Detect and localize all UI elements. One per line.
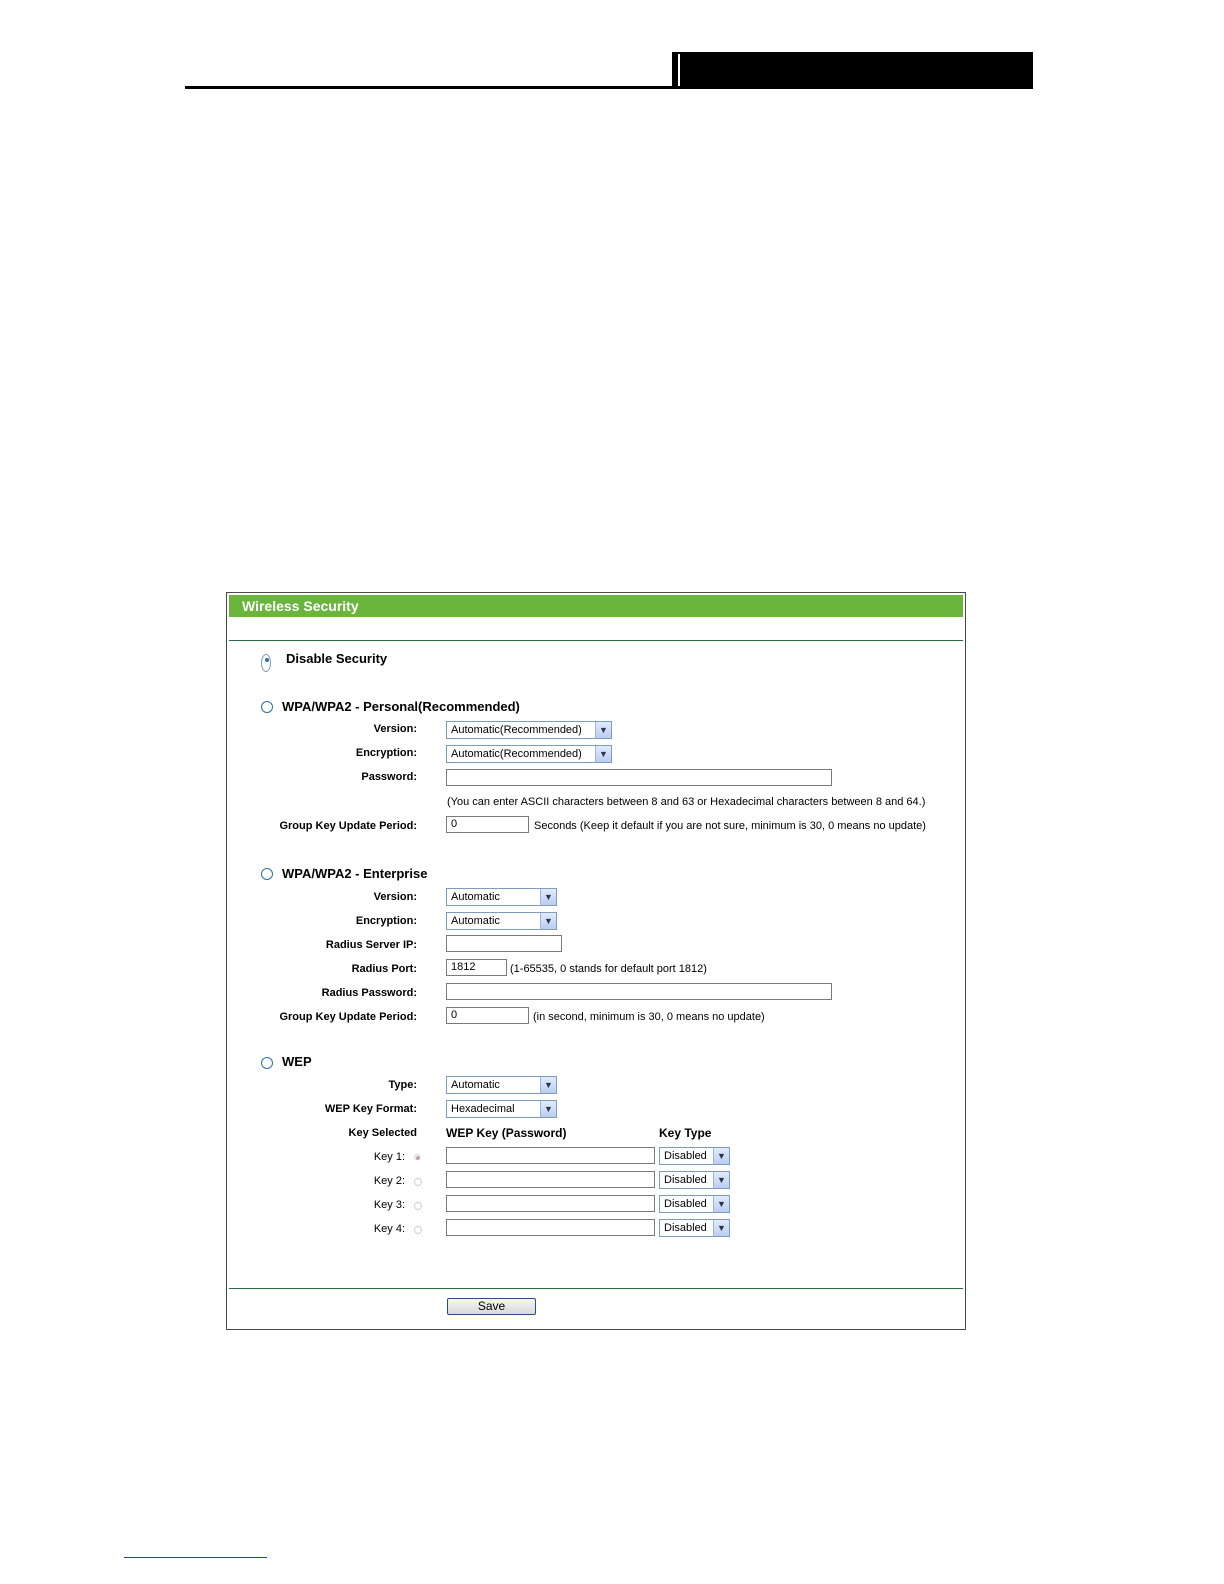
chevron-down-icon: ▼ <box>540 913 556 929</box>
header-rule <box>185 86 1033 89</box>
key3-type-select[interactable] <box>659 1195 730 1213</box>
wpa-personal-title: WPA/WPA2 - Personal(Recommended) <box>282 699 520 714</box>
wireless-security-panel <box>226 592 966 1330</box>
key2-label: Key 2: <box>373 1175 405 1187</box>
personal-encryption-label: Encryption: <box>355 747 417 759</box>
chevron-down-icon: ▼ <box>540 1077 556 1093</box>
radius-ip-input[interactable] <box>446 935 562 952</box>
enterprise-encryption-value: Automatic <box>451 915 500 927</box>
enterprise-gkup-note: (in second, minimum is 30, 0 means no update) <box>533 1011 765 1023</box>
wep-format-label: WEP Key Format: <box>324 1103 417 1115</box>
personal-password-label: Password: <box>361 771 417 783</box>
chevron-down-icon: ▼ <box>540 1101 556 1117</box>
key1-radio[interactable] <box>414 1154 420 1160</box>
enterprise-version-select[interactable] <box>446 888 557 906</box>
key2-type-select[interactable] <box>659 1171 730 1189</box>
key3-type-value: Disabled <box>664 1198 707 1210</box>
personal-password-note: (You can enter ASCII characters between 8 and 63 or Hexadecimal characters between 8 and 64.) <box>447 796 926 808</box>
personal-version-value: Automatic(Recommended) <box>451 724 582 736</box>
chevron-down-icon: ▼ <box>713 1196 729 1212</box>
key1-label: Key 1: <box>373 1151 405 1163</box>
wep-type-select[interactable] <box>446 1076 557 1094</box>
enterprise-version-label: Version: <box>373 891 417 903</box>
wpa-enterprise-title: WPA/WPA2 - Enterprise <box>282 866 428 881</box>
personal-version-select[interactable] <box>446 721 612 739</box>
enterprise-gkup-input[interactable]: 0 <box>446 1007 529 1024</box>
top-divider <box>229 640 963 641</box>
enterprise-version-value: Automatic <box>451 891 500 903</box>
wep-radio[interactable] <box>261 1057 273 1069</box>
key1-input[interactable] <box>446 1147 655 1164</box>
radius-ip-label: Radius Server IP: <box>325 939 417 951</box>
chevron-down-icon: ▼ <box>540 889 556 905</box>
personal-gkup-input[interactable]: 0 <box>446 816 529 833</box>
disable-security-label: Disable Security <box>286 651 388 666</box>
wep-format-select[interactable] <box>446 1100 557 1118</box>
chevron-down-icon: ▼ <box>595 746 611 762</box>
key4-type-value: Disabled <box>664 1222 707 1234</box>
key-selected-header: Key Selected <box>348 1127 417 1139</box>
key-type-header: Key Type <box>659 1126 712 1140</box>
personal-encryption-value: Automatic(Recommended) <box>451 748 582 760</box>
key2-radio[interactable] <box>414 1178 422 1186</box>
footer-link-rule <box>124 1557 267 1558</box>
wep-title: WEP <box>282 1054 312 1069</box>
radius-password-input[interactable] <box>446 983 832 1000</box>
panel-title-text: Wireless Security <box>242 598 359 614</box>
key2-input[interactable] <box>446 1171 655 1188</box>
wep-type-label: Type: <box>388 1079 417 1091</box>
enterprise-encryption-select[interactable] <box>446 912 557 930</box>
key2-type-value: Disabled <box>664 1174 707 1186</box>
key3-label: Key 3: <box>373 1199 405 1211</box>
disable-security-radio[interactable] <box>261 654 271 672</box>
key4-input[interactable] <box>446 1219 655 1236</box>
key4-label: Key 4: <box>373 1223 405 1235</box>
personal-gkup-note: Seconds (Keep it default if you are not sure, minimum is 30, 0 means no update) <box>534 820 926 832</box>
radius-port-input[interactable]: 1812 <box>446 959 507 976</box>
personal-encryption-select[interactable] <box>446 745 612 763</box>
key4-type-select[interactable] <box>659 1219 730 1237</box>
wpa-enterprise-radio[interactable] <box>261 868 273 880</box>
bottom-divider <box>229 1288 963 1289</box>
chevron-down-icon: ▼ <box>713 1220 729 1236</box>
wep-key-header: WEP Key (Password) <box>446 1126 567 1140</box>
enterprise-encryption-label: Encryption: <box>355 915 417 927</box>
key1-type-select[interactable] <box>659 1147 730 1165</box>
personal-password-input[interactable] <box>446 769 832 786</box>
wep-format-value: Hexadecimal <box>451 1103 515 1115</box>
chevron-down-icon: ▼ <box>713 1172 729 1188</box>
enterprise-gkup-label: Group Key Update Period: <box>279 1011 417 1023</box>
radius-port-note: (1-65535, 0 stands for default port 1812) <box>510 963 707 975</box>
header-notch <box>678 54 680 86</box>
radius-port-label: Radius Port: <box>351 963 417 975</box>
key1-type-value: Disabled <box>664 1150 707 1162</box>
key4-radio[interactable] <box>414 1226 422 1234</box>
key3-input[interactable] <box>446 1195 655 1212</box>
wep-type-value: Automatic <box>451 1079 500 1091</box>
chevron-down-icon: ▼ <box>595 722 611 738</box>
wpa-personal-radio[interactable] <box>261 701 273 713</box>
personal-gkup-label: Group Key Update Period: <box>279 820 417 832</box>
header-black-block <box>672 52 1033 89</box>
radius-password-label: Radius Password: <box>321 987 417 999</box>
key3-radio[interactable] <box>414 1202 422 1210</box>
save-button[interactable]: Save <box>447 1298 536 1315</box>
chevron-down-icon: ▼ <box>713 1148 729 1164</box>
personal-version-label: Version: <box>373 723 417 735</box>
panel-title <box>229 595 963 617</box>
